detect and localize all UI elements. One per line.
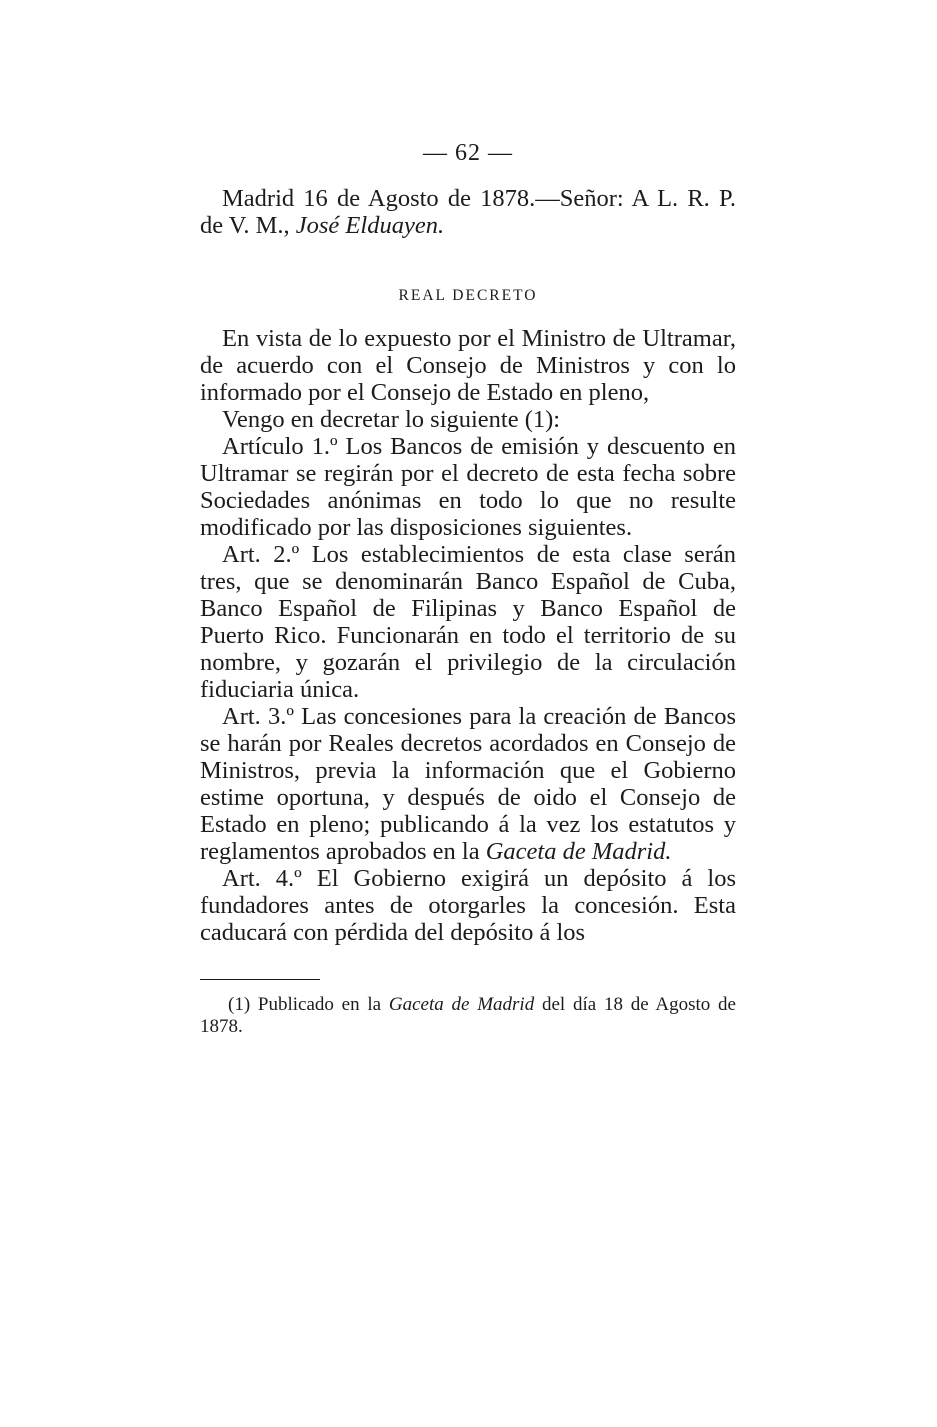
article-3 <box>200 703 736 865</box>
footnote-gazette: Gaceta de Madrid <box>388 994 535 1015</box>
signature: José Elduayen. <box>295 212 445 239</box>
opening-paragraph <box>200 185 736 239</box>
book-page <box>200 140 736 1038</box>
article-1: Artículo 1.º Los Bancos de emisión y descuento en Ultramar se regirán por el decreto de esta fecha sobre Sociedades anónimas en todo lo que no resulte modificado por las disposiciones siguientes. <box>200 433 736 541</box>
paragraph-preamble: En vista de lo expuesto por el Ministro de Ultramar, de acuerdo con el Consejo de Ministros y con lo informado por el Consejo de Estado en pleno, <box>200 325 736 406</box>
footnote-date: del día 18 de Agosto de 1878. <box>200 994 736 1037</box>
article-2: Art. 2.º Los establecimientos de esta clase serán tres, que se denominarán Banco Español de Cuba, Banco Español de Filipinas y Banco Español de Puerto Rico. Funcionarán en todo el territorio de su nombre, y gozarán el privilegio de la circulación fiduciaria única. <box>200 541 736 703</box>
footnote-rule <box>200 979 320 980</box>
article-3-text: Art. 3.º Las concesiones para la creación de Bancos se harán por Reales decretos acordados en Consejo de Ministros, previa la información que el Gobierno estime oportuna, y después de oido el Consejo de Estado en pleno; publicando á la vez los estatutos y reglamentos aprobados en la <box>200 703 736 865</box>
page-number: — 62 — <box>423 140 513 166</box>
article-4: Art. 4.º El Gobierno exigirá un depósito á los fundadores antes de otorgarles la concesión. Esta caducará con pérdida del depósito á los <box>200 865 736 946</box>
article-3-gazette: Gaceta de Madrid. <box>485 838 672 865</box>
footnote-text: (1) Publicado en la <box>228 994 389 1015</box>
section-heading: REAL DECRETO <box>398 287 538 304</box>
paragraph-decree: Vengo en decretar lo siguiente (1): <box>222 406 561 433</box>
opening-text: Madrid 16 de Agosto de 1878.—Señor: A L. R. P. de V. M., <box>200 185 736 239</box>
footnote <box>200 994 736 1038</box>
